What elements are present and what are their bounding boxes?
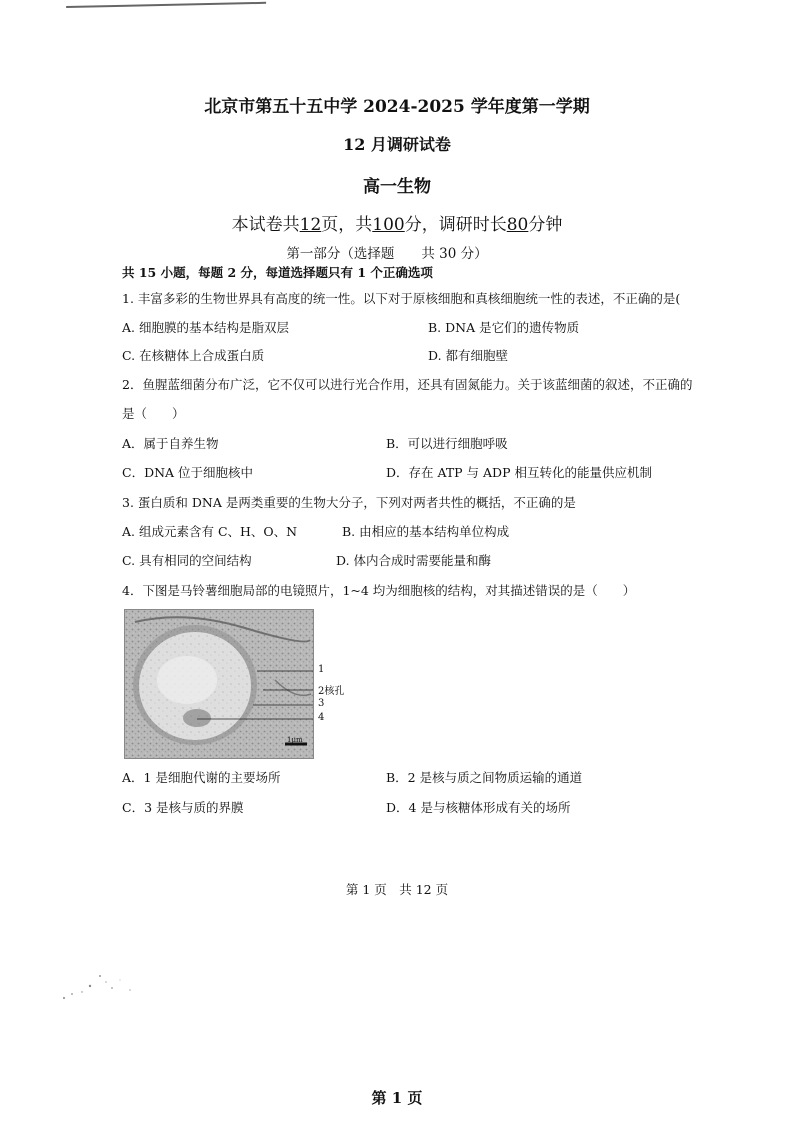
question-4-option-d: D．4 是与核糖体形成有关的场所 xyxy=(386,800,571,815)
question-3-option-c: C. 具有相同的空间结构 xyxy=(122,553,252,568)
section-title: 第一部分（选择题 共 30 分） xyxy=(286,246,488,262)
question-4-option-b: B．2 是核与质之间物质运输的通道 xyxy=(386,770,583,785)
question-2-option-c: C．DNA 位于细胞核中 xyxy=(122,465,254,480)
figure-label-2: 2核孔 xyxy=(318,686,345,697)
figure-label-3: 3 xyxy=(318,698,325,709)
figure-label-1: 1 xyxy=(318,664,325,675)
page-count: 12 xyxy=(299,215,322,235)
question-3-option-d: D. 体内合成时需要能量和酶 xyxy=(336,553,492,568)
page-number: 第 1 页 xyxy=(371,1089,423,1107)
electron-micrograph-figure xyxy=(124,609,314,759)
question-3-option-b: B. 由相应的基本结构单位构成 xyxy=(342,524,510,539)
question-2-stem-cont: 是（ ） xyxy=(122,406,185,421)
subject-title: 高一生物 xyxy=(363,177,431,197)
question-3-stem: 3. 蛋白质和 DNA 是两类重要的生物大分子，下列对两者共性的概括，不正确的是 xyxy=(122,495,576,510)
exam-title: 12 月调研试卷 xyxy=(343,135,451,154)
question-4-stem: 4．下图是马铃薯细胞局部的电镜照片，1~4 均为细胞核的结构，对其描述错误的是（ ） xyxy=(122,583,636,598)
question-4-option-c: C．3 是核与质的界膜 xyxy=(122,800,244,815)
question-2-stem: 2．鱼腥蓝细菌分布广泛，它不仅可以进行光合作用，还具有固氮能力。关于该蓝细菌的叙述，不正确的 xyxy=(122,377,693,392)
school-title: 北京市第五十五中学 2024-2025 学年度第一学期 xyxy=(204,97,590,117)
question-2-option-a: A．属于自养生物 xyxy=(122,436,219,451)
question-4-option-a: A．1 是细胞代谢的主要场所 xyxy=(122,770,281,785)
scale-bar-label: 1μm xyxy=(287,736,303,744)
section-instruction: 共 15 小题，每题 2 分，每道选择题只有 1 个正确选项 xyxy=(122,265,433,280)
figure-label-4: 4 xyxy=(318,712,325,723)
exam-duration: 80 xyxy=(506,215,529,235)
question-1-option-d: D. 都有细胞壁 xyxy=(428,348,509,363)
question-2-option-b: B．可以进行细胞呼吸 xyxy=(386,436,508,451)
question-1-option-a: A. 细胞膜的基本结构是脂双层 xyxy=(122,320,289,335)
question-1-option-c: C. 在核糖体上合成蛋白质 xyxy=(122,348,265,363)
page-info-footer: 第 1 页 共 12 页 xyxy=(345,882,449,897)
scan-noise-specks xyxy=(60,968,150,1008)
question-2-option-d: D．存在 ATP 与 ADP 相互转化的能量供应机制 xyxy=(386,465,652,480)
total-score: 100 xyxy=(372,215,405,235)
exam-info: 本试卷共12页，共100分，调研时长80分钟 xyxy=(231,215,563,235)
question-1-option-b: B. DNA 是它们的遗传物质 xyxy=(428,320,580,335)
question-3-option-a: A. 组成元素含有 C、H、O、N xyxy=(122,524,298,539)
question-1-stem: 1. 丰富多彩的生物世界具有高度的统一性。以下对于原核细胞和真核细胞统一性的表述，不正确的是( xyxy=(122,291,681,306)
scan-artifact-line xyxy=(66,0,266,8)
